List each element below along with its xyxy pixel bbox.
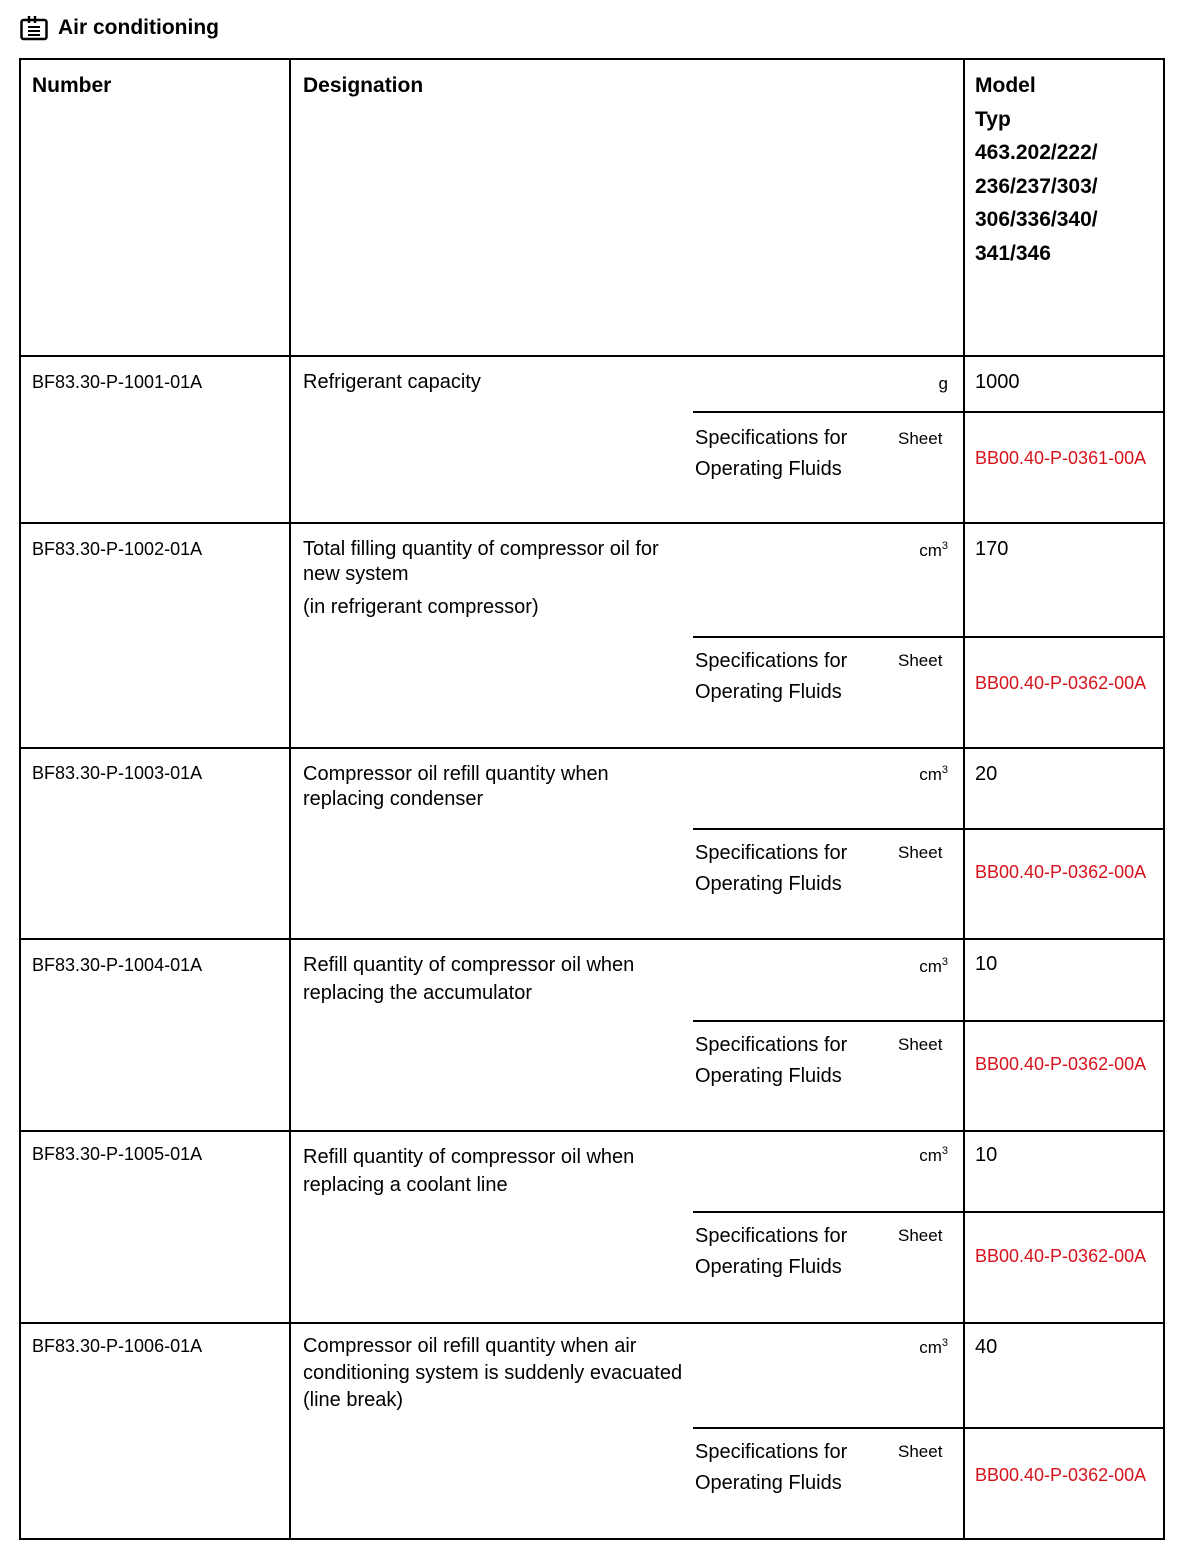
spec-reference: Specifications for Operating Fluids [695, 1441, 848, 1494]
row-designation: Compressor oil refill quantity when air conditioning system is suddenly evacuated (line break) [303, 1335, 683, 1411]
row-number: BF83.30-P-1005-01A [32, 1144, 203, 1164]
sheet-label: Sheet [898, 1035, 943, 1054]
sheet-link[interactable]: BB00.40-P-0362-00A [975, 1246, 1147, 1266]
row-unit: $cm^3$ [919, 1337, 948, 1357]
sheet-label: Sheet [898, 651, 943, 670]
row-value: 10 [975, 953, 998, 975]
row-value: 20 [975, 763, 998, 785]
spec-reference: Specifications for Operating Fluids [695, 1225, 848, 1278]
sheet-label: Sheet [898, 429, 943, 448]
row-value: 40 [975, 1336, 998, 1358]
page-title-text: Air conditioning [58, 16, 219, 39]
sheet-link[interactable]: BB00.40-P-0361-00A [975, 448, 1147, 468]
row-unit: $cm^3$ [919, 764, 948, 784]
notebook-icon [20, 15, 48, 41]
header-designation: Designation [303, 74, 424, 97]
sheet-label: Sheet [898, 1442, 943, 1461]
sheet-link[interactable]: BB00.40-P-0362-00A [975, 1054, 1147, 1074]
spec-reference: Specifications for Operating Fluids [695, 427, 848, 480]
row-unit: $cm^3$ [919, 540, 948, 560]
row-number: BF83.30-P-1002-01A [32, 539, 203, 559]
page-title [20, 10, 219, 46]
data-table [19, 58, 1165, 1540]
spec-reference: Specifications for Operating Fluids [695, 650, 848, 703]
sheet-label: Sheet [898, 843, 943, 862]
row-value: 1000 [975, 371, 1020, 393]
spec-reference: Specifications for Operating Fluids [695, 1034, 848, 1087]
row-value: 10 [975, 1144, 998, 1166]
row-designation: Refill quantity of compressor oil when replacing the accumulator [303, 954, 635, 1004]
sheet-link[interactable]: BB00.40-P-0362-00A [975, 673, 1147, 693]
row-unit: g [938, 374, 948, 393]
row-number: BF83.30-P-1004-01A [32, 955, 203, 975]
row-number: BF83.30-P-1001-01A [32, 372, 203, 392]
row-designation: Refrigerant capacity [303, 371, 481, 393]
row-value: 170 [975, 538, 1009, 560]
row-number: BF83.30-P-1003-01A [32, 763, 203, 783]
row-designation: Total filling quantity of compressor oil for new system [303, 538, 659, 585]
row-unit: $cm^3$ [919, 1145, 948, 1165]
row-number: BF83.30-P-1006-01A [32, 1336, 203, 1356]
sheet-label: Sheet [898, 1226, 943, 1245]
row-designation: Refill quantity of compressor oil when replacing a coolant line [303, 1146, 635, 1196]
sheet-link[interactable]: BB00.40-P-0362-00A [975, 1465, 1147, 1485]
spec-reference: Specifications for Operating Fluids [695, 842, 848, 895]
sheet-link[interactable]: BB00.40-P-0362-00A [975, 862, 1147, 882]
row-designation: Compressor oil refill quantity when replacing condenser [303, 763, 609, 810]
row-designation-note: (in refrigerant compressor) [303, 596, 539, 618]
header-number: Number [32, 74, 112, 97]
row-unit: $cm^3$ [919, 956, 948, 976]
header-model: Model Typ 463.202/222/ 236/237/303/ 306/336/340/ 341/346 [975, 74, 1098, 265]
